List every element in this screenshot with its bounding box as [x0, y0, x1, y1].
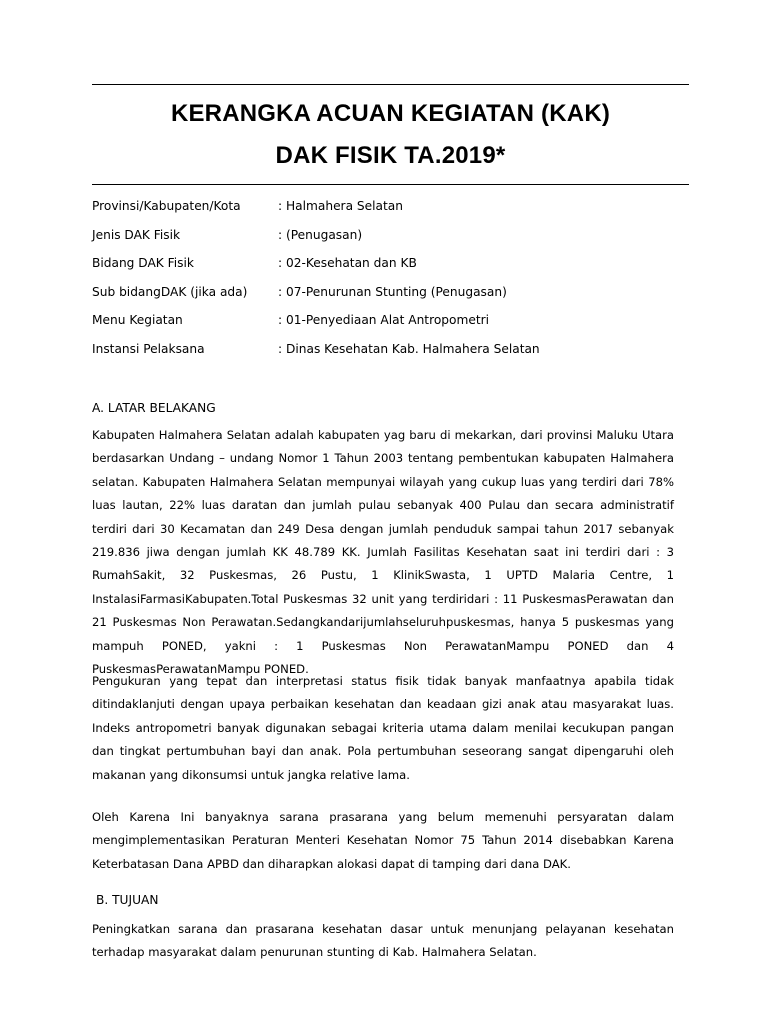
- meta-label: Jenis DAK Fisik: [92, 227, 181, 242]
- meta-table: [92, 199, 689, 371]
- section-b-paragraph-1: Peningkatkan sarana dan prasarana kesehatan dasar untuk menunjang pelayanan kesehatan terhadap masyarakat dalam penurunan stunting di Kab. Halmahera Selatan.: [92, 922, 674, 960]
- section-b-heading: B. TUJUAN: [96, 893, 159, 907]
- meta-label: Menu Kegiatan: [92, 313, 183, 328]
- meta-row: [92, 199, 689, 228]
- section-a-paragraph-1: Kabupaten Halmahera Selatan adalah kabupaten yag baru di mekarkan, dari provinsi Maluku Utara berdasarkan Undang – undang Nomor 1 Tahun 2003 tentang pembentukan kabupaten Halmahera selatan. Kabupaten Halmahera Selatan mempunyai wilayah yang cukup luas yang terdiri dari 78% luas lautan, 22% luas daratan dan jumlah pulau sebanyak 400 Pulau dan secara administratif terdiri dari 30 Kecamatan dan 249 Desa dengan jumlah penduduk sampai tahun 2017 sebanyak 219.836 jiwa dengan jumlah KK 48.789 KK. Jumlah Fasilitas Kesehatan saat ini terdiri dari : 3 RumahSakit, 32 Puskesmas, 26 Pustu, 1 KlinikSwasta, 1 UPTD Malaria Centre, 1 InstalasiFarmasiKabupaten.Total Puskesmas 32 unit yang terdiridari : 11 PuskesmasPerawatan dan 21 Puskesmas Non Perawatan.Sedangkandarijumlahseluruhpuskesmas, hanya 5 puskesmas yang mampuh PONED, yakni : 1 Puskesmas Non PerawatanMampu PONED dan 4 PuskesmasPerawatanMampu PONED.: [92, 428, 674, 677]
- document-title: KERANGKA ACUAN KEGIATAN (KAK): [170, 100, 611, 127]
- section-a-paragraph-3: Oleh Karena Ini banyaknya sarana prasarana yang belum memenuhi persyaratan dalam mengimplementasikan Peraturan Menteri Kesehatan Nomor 75 Tahun 2014 disebabkan Karena Keterbatasan Dana APBD dan diharapkan alokasi dapat di tamping dari dana DAK.: [92, 810, 674, 871]
- meta-value: : 02-Kesehatan dan KB: [278, 256, 417, 271]
- section-a-paragraph-2: Pengukuran yang tepat dan interpretasi status fisik tidak banyak manfaatnya apabila tidak ditindaklanjuti dengan upaya perbaikan kesehatan dan keadaan gizi anak atau masyarakat luas. Indeks antropometri banyak digunakan sebagai kriteria utama dalam menilai kecukupan pangan dan tingkat pertumbuhan bayi dan anak. Pola pertumbuhan seseorang sangat dipengaruhi oleh makanan yang dikonsumsi untuk jangka relative lama.: [92, 674, 674, 782]
- meta-label: Provinsi/Kabupaten/Kota: [92, 199, 241, 213]
- bottom-rule: [92, 184, 689, 185]
- meta-value: : 01-Penyediaan Alat Antropometri: [278, 313, 490, 328]
- meta-row: [92, 228, 689, 257]
- meta-value: : Halmahera Selatan: [278, 199, 403, 213]
- meta-label: Sub bidangDAK (jika ada): [92, 284, 248, 299]
- meta-label: Instansi Pelaksana: [92, 341, 205, 356]
- document-subtitle: DAK FISIK TA.2019*: [275, 142, 506, 169]
- meta-row: [92, 285, 689, 314]
- meta-label: Bidang DAK Fisik: [92, 256, 194, 271]
- top-rule: [92, 84, 689, 85]
- meta-value: : (Penugasan): [278, 227, 363, 242]
- section-a-heading: A. LATAR BELAKANG: [92, 401, 216, 415]
- meta-row: [92, 256, 689, 285]
- meta-value: : 07-Penurunan Stunting (Penugasan): [278, 284, 507, 299]
- meta-row: [92, 342, 689, 371]
- meta-value: : Dinas Kesehatan Kab. Halmahera Selatan: [278, 341, 540, 356]
- meta-row: [92, 313, 689, 342]
